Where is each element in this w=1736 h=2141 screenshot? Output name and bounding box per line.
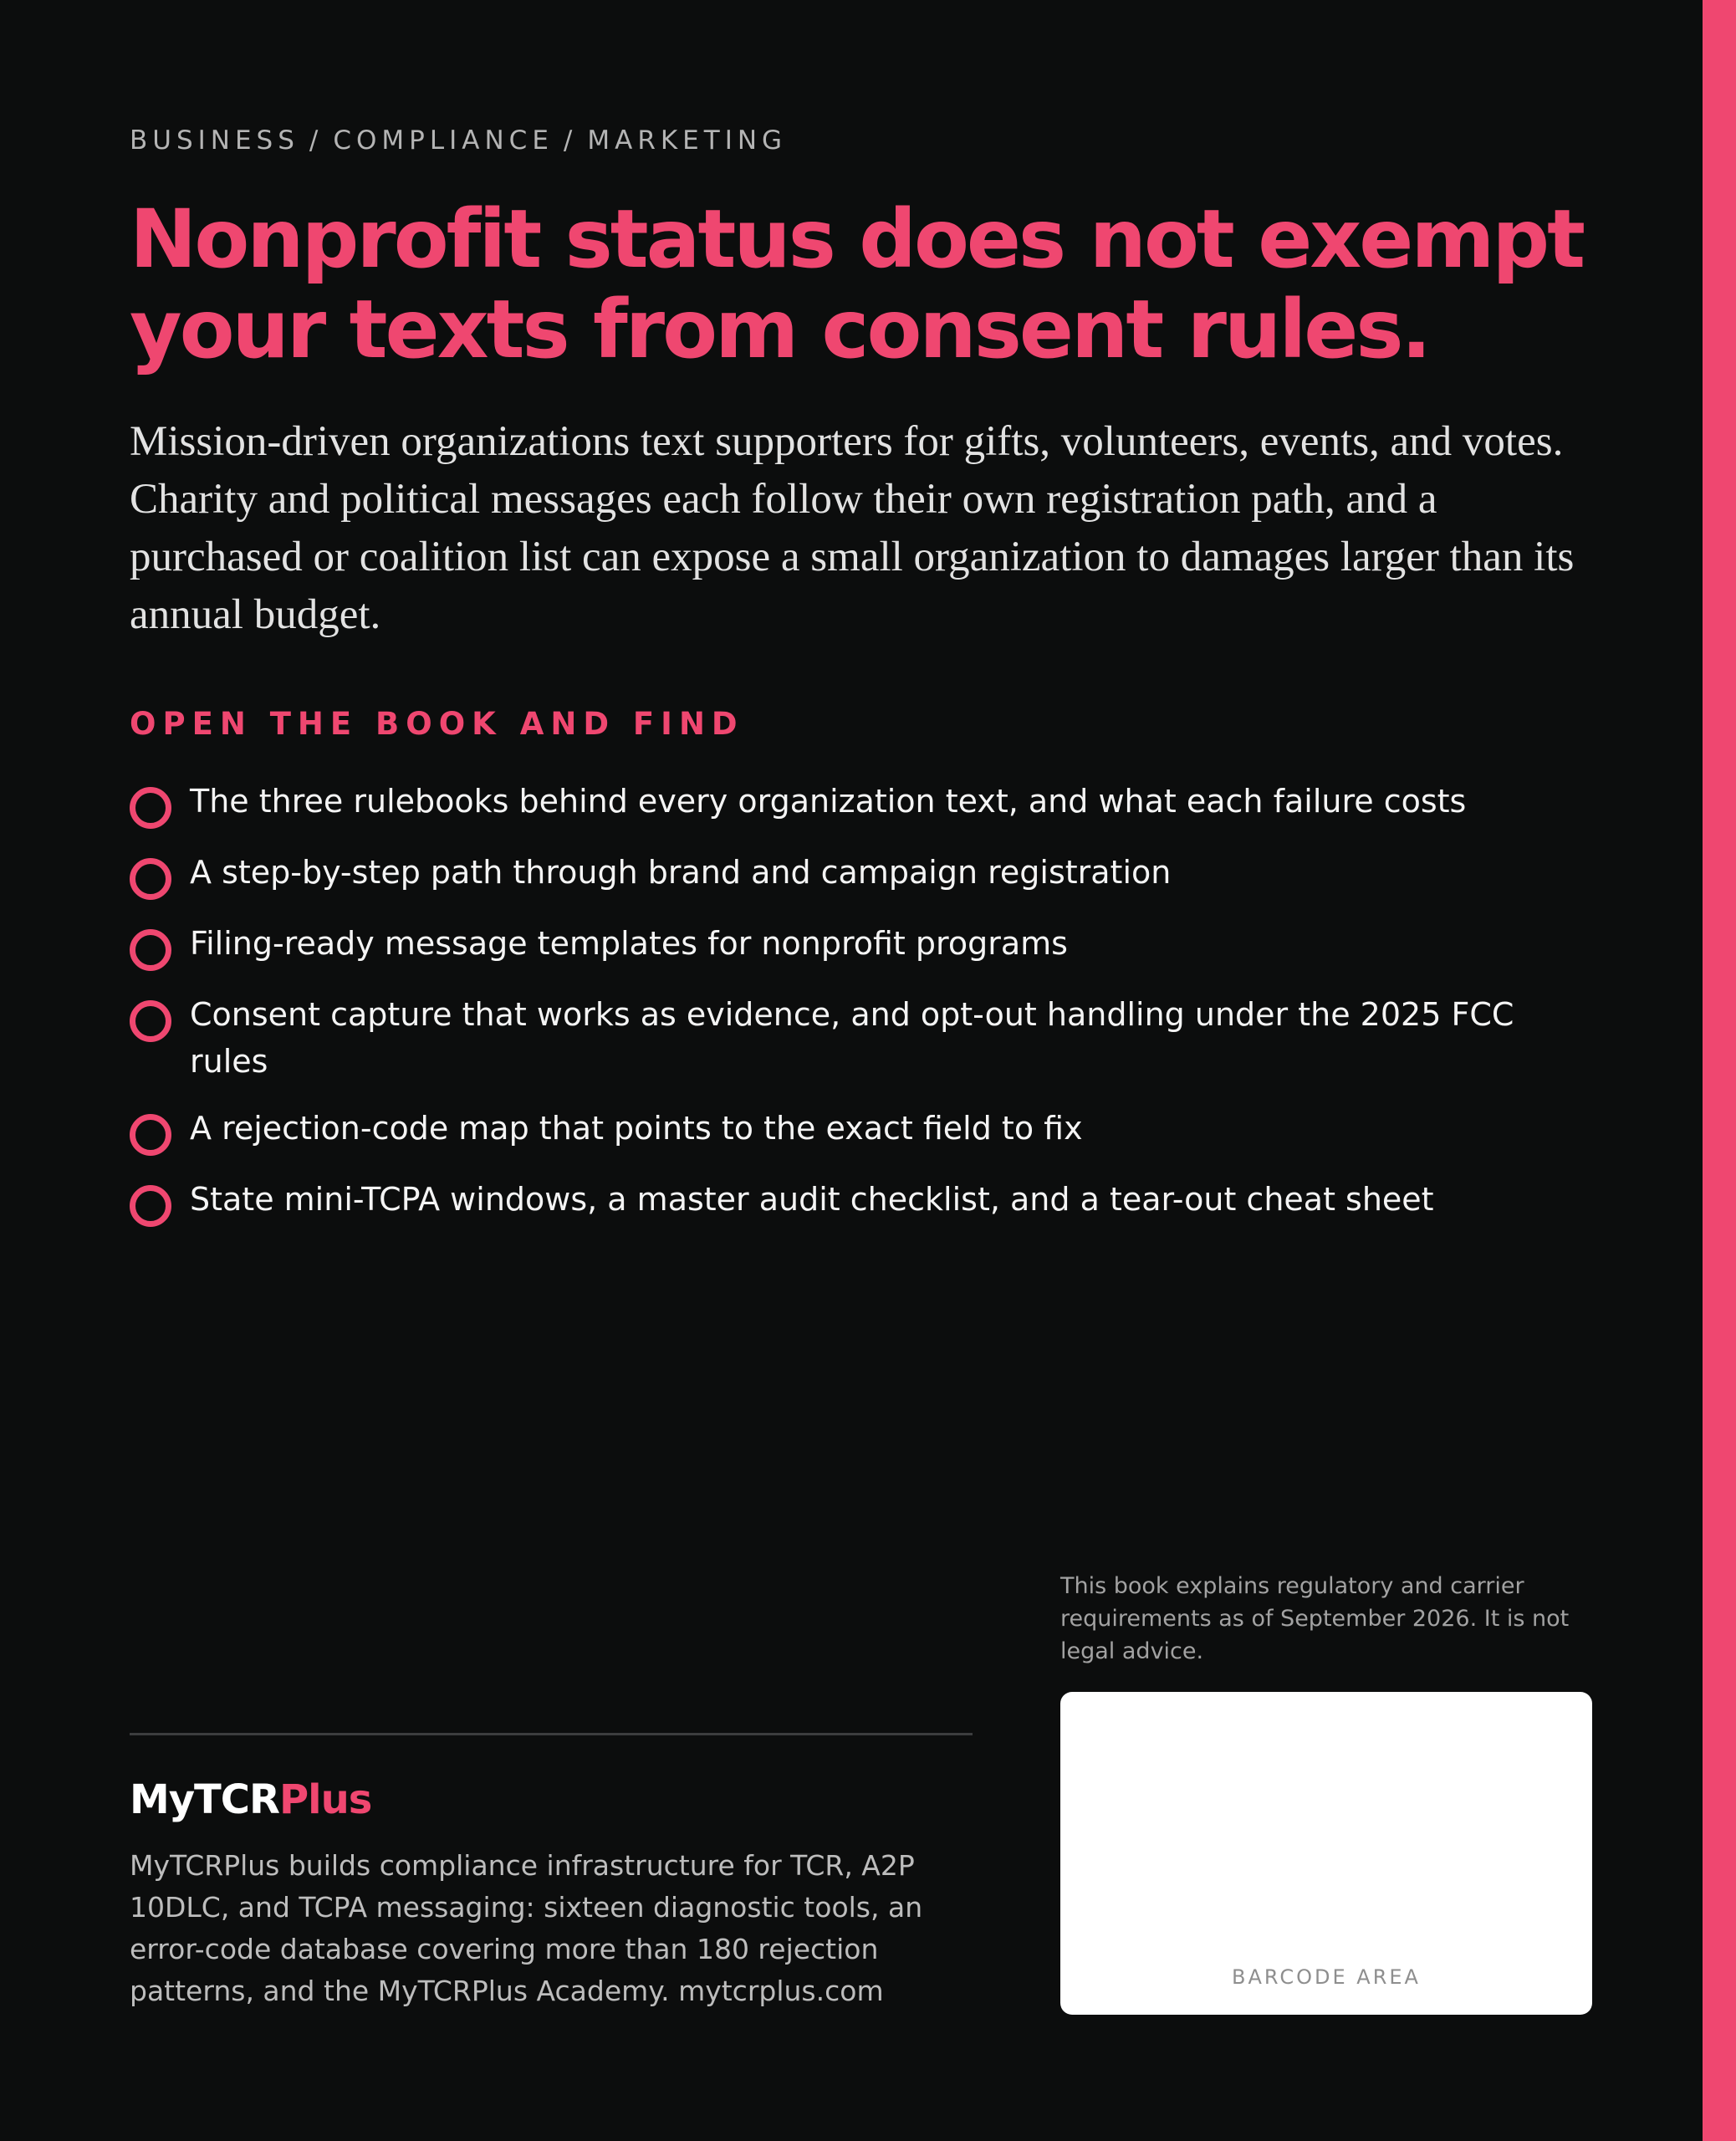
feature-text: State mini-TCPA windows, a master audit checklist, and a tear-out cheat sheet — [190, 1181, 1434, 1218]
ring-bullet-icon — [130, 1185, 171, 1227]
brand-logo — [130, 1776, 371, 1823]
category-compliance: COMPLIANCE — [333, 125, 554, 156]
feature-item — [130, 1176, 1601, 1227]
feature-text: The three rulebooks behind every organization text, and what each failure costs — [190, 783, 1467, 820]
cover-headline: Nonprofit status does not exempt your texts from consent rules. — [130, 192, 1583, 376]
section-label: OPEN THE BOOK AND FIND — [130, 706, 744, 742]
category-separator: / — [563, 125, 578, 156]
ring-bullet-icon — [130, 787, 171, 829]
brand-name-part1: MyTCR — [130, 1776, 279, 1823]
publisher-description: MyTCRPlus builds compliance infrastructure for TCR, A2P 10DLC, and TCPA messaging: sixteen diagnostic tools, an error-code database covering more than 180 rejection patterns, and the MyTCRPlus Academy. mytcrplus.com — [130, 1849, 923, 2007]
accent-stripe — [1703, 0, 1736, 2141]
category-separator: / — [309, 125, 324, 156]
feature-text: A step-by-step path through brand and campaign registration — [190, 854, 1172, 891]
barcode-area — [1060, 1692, 1592, 2015]
barcode-label: BARCODE AREA — [1232, 1965, 1421, 1989]
category-breadcrumb — [130, 125, 787, 156]
legal-disclaimer: This book explains regulatory and carrier requirements as of September 2026. It is not legal advice. — [1060, 1573, 1570, 1664]
ring-bullet-icon — [130, 929, 171, 971]
ring-bullet-icon — [130, 1114, 171, 1156]
feature-list — [130, 778, 1601, 1247]
feature-item — [130, 849, 1601, 900]
feature-text: A rejection-code map that points to the exact field to fix — [190, 1110, 1083, 1147]
brand-name-part2: Plus — [278, 1776, 372, 1823]
category-marketing: MARKETING — [587, 125, 788, 156]
ring-bullet-icon — [130, 858, 171, 900]
ring-bullet-icon — [130, 1000, 171, 1042]
feature-text: Filing-ready message templates for nonprofit programs — [190, 925, 1068, 962]
intro-paragraph: Mission-driven organizations text supporters for gifts, volunteers, events, and votes. Charity and political messages each follow their own registration path, and a purchased or coalition list can expose a small organization to damages larger than its annual budget. — [130, 418, 1575, 638]
feature-item — [130, 991, 1601, 1085]
feature-item — [130, 778, 1601, 829]
feature-text: Consent capture that works as evidence, and opt-out handling under the 2025 FCC rules — [190, 996, 1514, 1080]
feature-item — [130, 920, 1601, 971]
category-business: BUSINESS — [130, 125, 299, 156]
footer-divider — [130, 1733, 973, 1735]
feature-item — [130, 1105, 1601, 1156]
